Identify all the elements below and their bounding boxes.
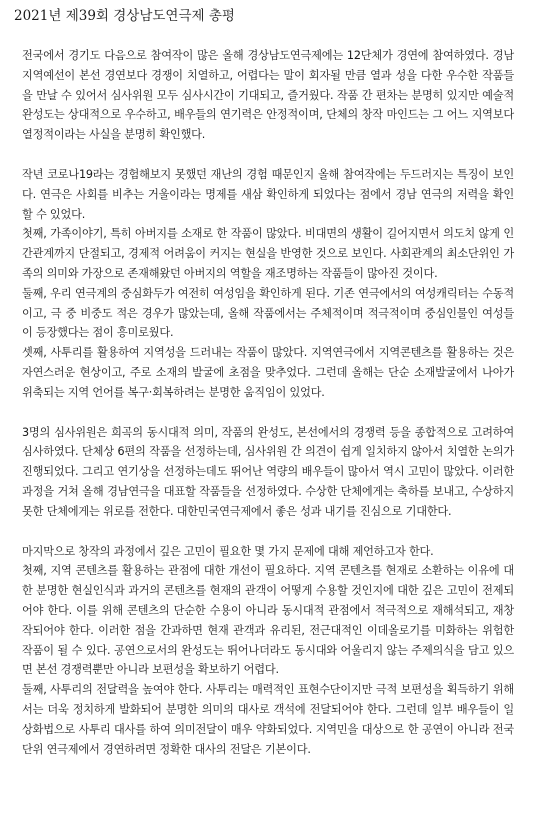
paragraph-trend-intro: 작년 코로나19라는 경험해보지 못했던 재난의 경험 때문인지 올해 참여작에는 두드러지는 특징이 보인다. 연극은 사회를 비추는 거울이라는 명제를 새삼 확인하게 되었다는 점에서 경남 연극의 저력을 확인할 수 있었다.	[22, 167, 514, 221]
paragraph-suggestion-dialect: 둘째, 사투리의 전달력을 높여야 한다. 사투리는 매력적인 표현수단이지만 극적 보편성을 획득하기 위해서는 더욱 정치하게 발화되어 분명한 의미의 대사로 객석에 전달되어야 한다. 그런데 일부 배우들이 일상화법으로 사투리 대사를 하여 의미전달이 매우 약화되었다. 지역민을 대상으로 한 공연이 아니라 전국단위 연극제에서 경연하려면 정확한 대사의 전달은 기본이다.	[22, 683, 514, 756]
paragraph-judging: 3명의 심사위원은 희곡의 동시대적 의미, 작품의 완성도, 본선에서의 경쟁력 등을 종합적으로 고려하여 심사하였다. 단체상 6편의 작품을 선정하는데, 심사위원 간 의견이 쉽게 일치하지 않아서 치열한 논의가 진행되었다. 그리고 연기상을 선정하는데도 뛰어난 역량의 배우들이 많아서 역시 고민이 많았다. 이러한 과정을 거쳐 올해 경남연극을 대표할 작품들을 선정하였다. 수상한 단체에게는 축하를 보내고, 수상하지 못한 단체에게는 위로를 전한다. 대한민국연극제에서 좋은 성과 내기를 진심으로 기대한다.	[22, 425, 514, 518]
paragraph-trend-family: 첫째, 가족이야기, 특히 아버지를 소재로 한 작품이 많았다. 비대면의 생활이 길어지면서 의도치 않게 인간관계까지 단절되고, 경제적 어려움이 커지는 현실을 반영한 것으로 보인다. 사회관계의 최소단위인 가족의 의미와 가장으로 존재해왔던 아버지의 역할을 재조명하는 작품들이 많아진 것이다.	[22, 227, 514, 280]
paragraph-suggestion-content: 첫째, 지역 콘텐츠를 활용하는 관점에 대한 개선이 필요하다. 지역 콘텐츠를 현재로 소환하는 이유에 대한 분명한 현실인식과 과거의 콘텐츠를 현재의 관객이 어떻게 수용할 것인지에 대한 깊은 고민이 전제되어야 한다. 이를 위해 콘텐츠의 단순한 수용이 아니라 동시대적 관점에서 적극적으로 재해석되고, 재창작되어야 한다. 이러한 점을 간과하면 현재 관객과 유리된, 전근대적인 이데올로기를 미화하는 위험한 작품이 될 수 있다. 공연으로서의 완성도는 뛰어나더라도 동시대와 어울리지 않는 주제의식을 담고 있으면 본선 경쟁력뿐만 아니라 보편성을 확보하기 어렵다.	[22, 564, 514, 677]
paragraph-trend-dialect: 셋째, 사투리를 활용하여 지역성을 드러내는 작품이 많았다. 지역연극에서 지역콘텐츠를 활용하는 것은 자연스러운 현상이고, 주로 소재의 발굴에 초점을 맞추었다. 그런데 올해는 단순 소재발굴에서 나아가 위축되는 지역 언어를 복구·회복하려는 분명한 움직임이 있었다.	[22, 346, 514, 399]
paragraph-overview: 전국에서 경기도 다음으로 참여작이 많은 올해 경상남도연극제에는 12단체가 경연에 참여하였다. 경남 지역예선이 본선 경연보다 경쟁이 치열하고, 어렵다는 말이 회자될 만큼 열과 성을 다한 우수한 작품들을 만날 수 있어서 심사위원 모두 심사시간이 기대되고, 즐거웠다. 작품 간 편차는 분명히 있지만 예술적 완성도는 상대적으로 우수하고, 배우들의 연기력은 안정적이며, 단체의 창작 마인드는 그 어느 지역보다 열정적이라는 사실을 분명히 확인했다.	[22, 49, 514, 142]
paragraph-suggestion-intro: 마지막으로 창작의 과정에서 깊은 고민이 필요한 몇 가지 문제에 대해 제언하고자 한다.	[22, 544, 434, 558]
page-title: 2021년 제39회 경상남도연극제 총평	[14, 8, 235, 24]
paragraph-trend-women: 둘째, 우리 연극계의 중심화두가 여전히 여성임을 확인하게 된다. 기존 연극에서의 여성캐릭터는 수동적이고, 극 중 비중도 적은 경우가 많았는데, 올해 작품에서는 주체적이며 적극적이며 중심인물인 여성들이 등장했다는 점이 흥미로웠다.	[22, 286, 514, 340]
